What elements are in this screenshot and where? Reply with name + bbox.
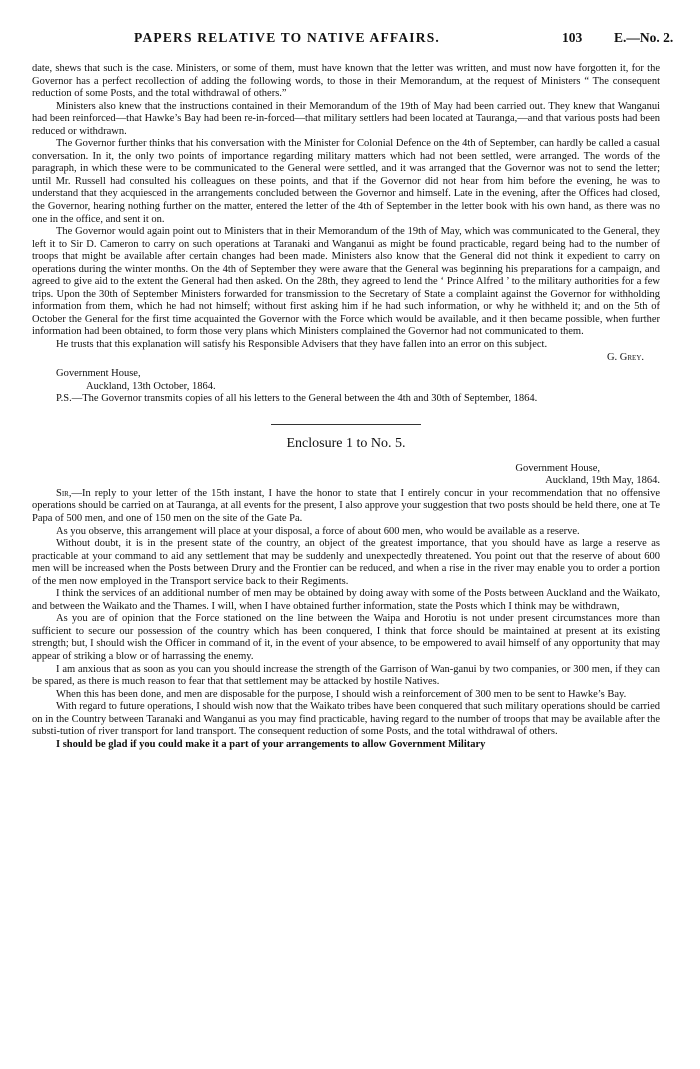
memo-signature: G. Grey. <box>606 351 644 363</box>
enclosure-paragraph: I am anxious that as soon as you can you should increase the strength of the Garrison of Wan-ganui by two companies, or 300 men, if they can be spared, as there is much reason to fear that that settlement may be attacked by hostile Natives. <box>32 663 660 688</box>
enclosure-paragraph: With regard to future operations, I should wish now that the Waikato tribes have been conquered that such military operations should be carried on in the Country between Taranaki and Wanganui as you may find practicable, having regard to the number of troops that may be available after the substi-tution of river transport for land transport. The consequent reduction of some Posts, and the total withdrawal of others. <box>32 701 660 738</box>
enclosure-paragraph: I should be glad if you could make it a part of your arrangements to allow Government Military <box>56 738 486 750</box>
memo-date-line: Auckland, 13th October, 1864. <box>86 380 216 392</box>
memo-address-line: Government House, <box>56 368 141 380</box>
enclosure-title: Enclosure 1 to No. 5. <box>286 435 406 451</box>
section-divider <box>271 424 421 425</box>
memo-address <box>32 368 660 393</box>
memo-paragraph: date, shews that such is the case. Ministers, or some of them, must have known that the letter was written, and must now have forgotten it, for the Governor has a perfect recollection of adding the following words, to those in their Memorandum, at the request of Ministers “ The consequent reduction of some Posts, and the total withdrawal of others.” <box>32 63 660 100</box>
paper-reference: E.—No. 2. <box>614 30 674 45</box>
memo-paragraph: The Governor further thinks that his conversation with the Minister for Colonial Defence on the 4th of September, can hardly be called a casual conversation. In it, the only two points of importance regarding military matters which had not been settled, were arranged. The words of the paragraph, in which these were to be communicated to the General were settled, and it was arranged that the Governor was not to send the letter; until Mr. Russell had consulted his colleagues on these points, and that if the Governor did not hear from him before the evening, he was to understand that they acquiesced in the arrangements concluded between the Governor and himself. Late in the evening, after the Offices had closed, the Governor, hearing nothing further on the matter, entered the letter of the 4th of September in the letter book with his own hand, as there was no one in the office, and sent it on. <box>32 138 660 225</box>
salutation: Sir, <box>56 487 72 499</box>
enclosure-address <box>32 463 660 488</box>
enclosure-date-line: Auckland, 19th May, 1864. <box>545 475 660 487</box>
enclosure-address-line: Government House, <box>515 462 600 474</box>
running-header <box>0 30 700 50</box>
enclosure-section <box>32 435 660 752</box>
memo-postscript: P.S.—The Governor transmits copies of all his letters to the General between the 4th and 30th of September, 1864. <box>56 393 538 405</box>
header-title: PAPERS RELATIVE TO NATIVE AFFAIRS. <box>134 30 440 45</box>
page-number: 103 <box>562 30 583 45</box>
memo-paragraph: The Governor would again point out to Ministers that in their Memorandum of the 19th of May, which was communicated to the General, they left it to Sir D. Cameron to carry on such operations at Taranaki and Wanganui as might be found practicable, regard being had to the number of troops that might be available after certain changes had been made. Ministers also know that the General did not think it expedient to carry on operations during the winter months. On the 4th of September they were aware that the General was beginning his preparations for a campaign, and agreed to give aid to the extent the General had then asked. On the 28th, they agreed to lend the ‘ Prince Alfred ’ to the military authorities for a few trips. Upon the 30th of September Ministers forwarded for transmission to the Secretary of State a complaint against the Governor for withholding information from them, which he had not himself; without first asking him if he had such information, or why he withheld it; and on the 5th of October the General for the first time acquainted the Governor with the Force which would be available, and it then became possible, when further information had been obtained, to form those very plans which Ministers complained the Governor had not communicated to them. <box>32 226 660 338</box>
governor-memorandum <box>32 63 660 406</box>
enclosure-paragraph-text: —In reply to your letter of the 15th instant, I have the honor to state that I entirely concur in your recommendation that no offensive operations should be carried on at Tauranga, at all events for the present, I also approve your suggestion that two posts should be held there, one at Te Papa of 500 men, and one of 150 men on the site of the Gate Pa. <box>32 487 660 524</box>
enclosure-paragraph: When this has been done, and men are disposable for the purpose, I should wish a reinforcement of 300 men to be sent to Hawke’s Bay. <box>56 688 627 700</box>
enclosure-paragraph: As you are of opinion that the Force stationed on the line between the Waipa and Horotiu is not under present circumstances more than sufficient to secure our possession of the country which has been conquered, I think that force should be maintained at present at its existing strength; but, I should wish the Officer in command of it, in the event of your absence, to be empowered to avail himself of any opportunity that may appear of striking a blow or of harrassing the enemy. <box>32 613 660 662</box>
memo-paragraph: He trusts that this explanation will satisfy his Responsible Advisers that they have fallen into an error on this subject. <box>56 339 548 351</box>
enclosure-paragraph: Without doubt, it is in the present state of the country, an object of the greatest importance, that you should have as large a reserve as practicable at your command to aid any settlement that may be suddenly and unexpectedly threatened. You point out that the reserve of about 600 men will be increased when the Posts between Drury and the Frontier can be reduced, and when a rise in the river may enable you to order a portion of the men now employed in the Transport service back to their Regiments. <box>32 538 660 587</box>
page-body <box>32 63 660 751</box>
enclosure-paragraph <box>32 488 660 526</box>
memo-paragraph: Ministers also knew that the instructions contained in their Memorandum of the 19th of May had been carried out. They knew that Wanganui had been reinforced—that Hawke’s Bay had been re-in-forced—that military settlers had been located at Tauranga,—and that various posts had been reduced or withdrawn. <box>32 100 660 137</box>
enclosure-paragraph: As you observe, this arrangement will place at your disposal, a force of about 600 men, who would be available as a reserve. <box>56 525 580 537</box>
enclosure-paragraph: I think the services of an additional number of men may be obtained by doing away with some of the Posts between Auckland and the Waikato, and between the Waikato and the Thames. I will, when I have obtained further information, state the Posts which I think may be withdrawn, <box>32 588 660 612</box>
